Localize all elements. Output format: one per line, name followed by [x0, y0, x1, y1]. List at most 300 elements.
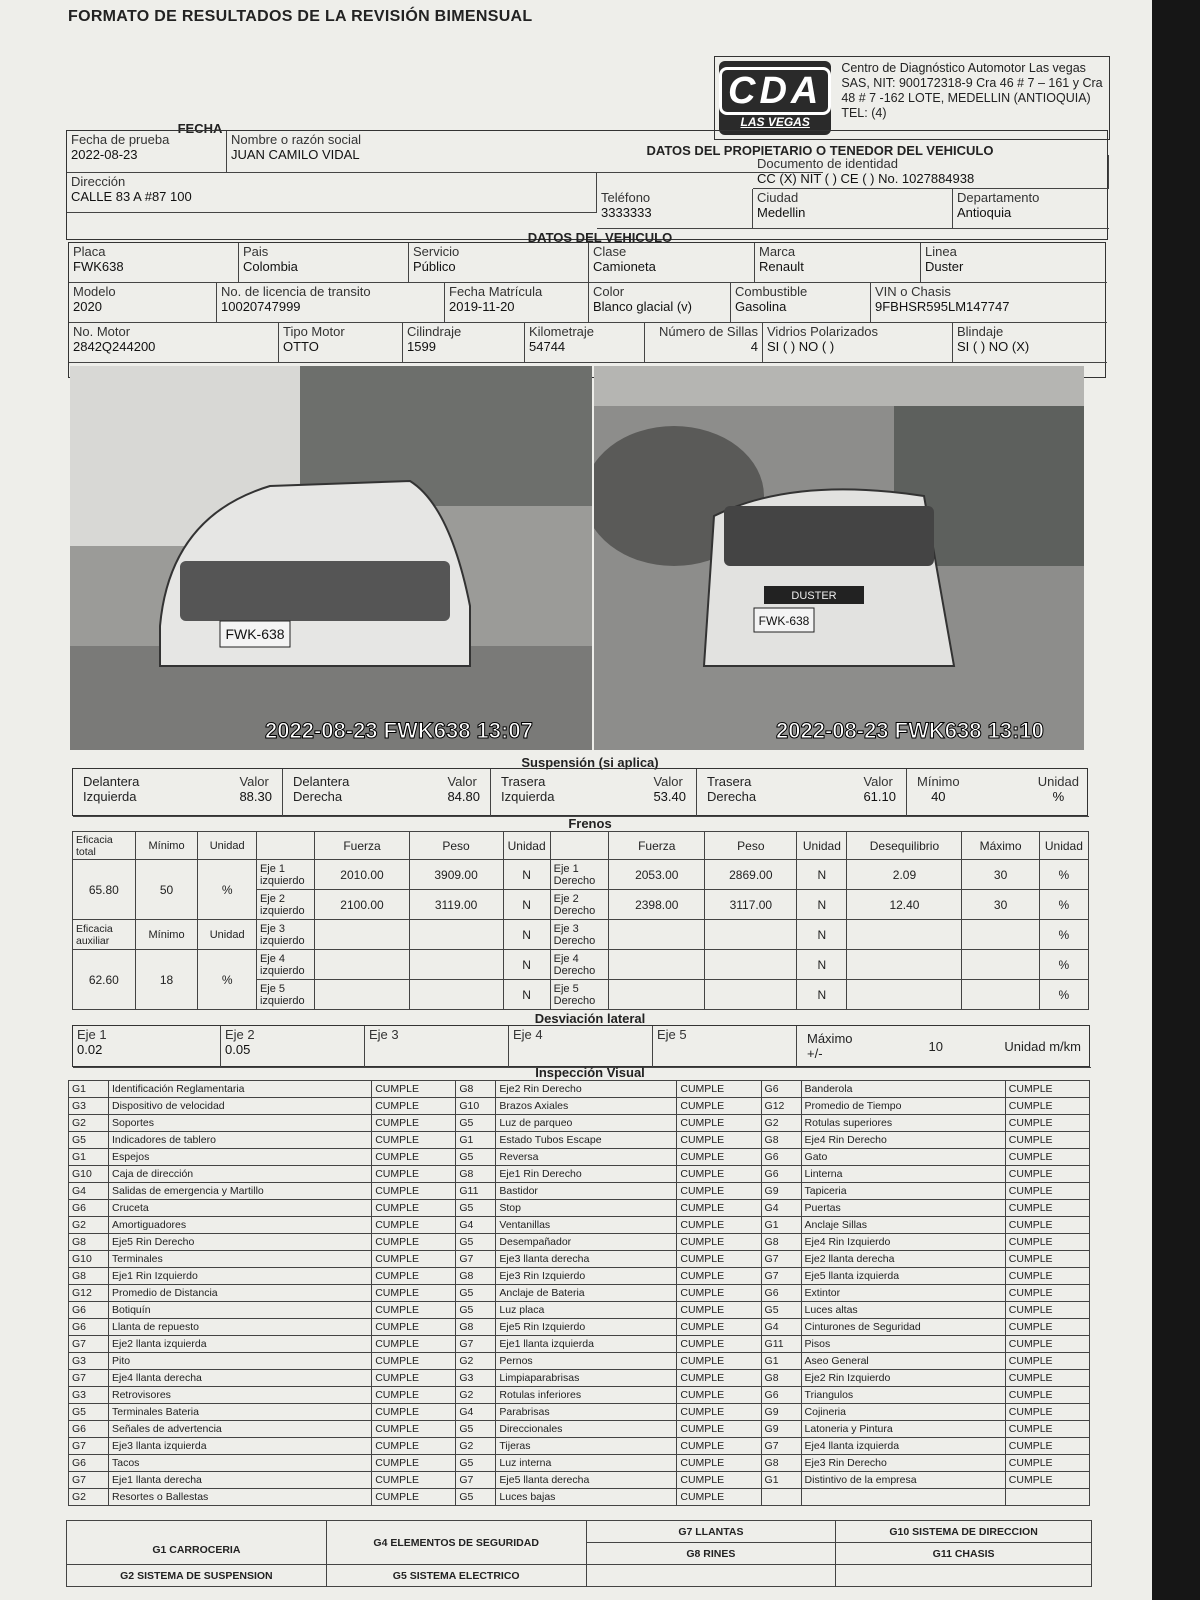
inspection-group-code: G2: [456, 1387, 496, 1404]
eje-izq-label: Eje 4 izquierdo: [256, 950, 315, 980]
inspection-group-code: G1: [761, 1217, 801, 1234]
cda-logo: [719, 61, 831, 135]
peso-izq: 3119.00: [409, 890, 503, 920]
desviacion-eje-4: [509, 1026, 653, 1068]
inspection-item-name: Eje1 Rin Izquierdo: [109, 1268, 372, 1285]
inspection-item-name: Tapiceria: [801, 1183, 1005, 1200]
inspection-item-name: Anclaje de Bateria: [496, 1285, 677, 1302]
eje-label: Eje 1: [77, 1027, 107, 1042]
tipo-motor-cell: [279, 323, 403, 363]
inspection-group-code: G11: [761, 1336, 801, 1353]
inspection-item-result: CUMPLE: [372, 1353, 456, 1370]
inspection-item-result: CUMPLE: [677, 1200, 761, 1217]
inspection-item-result: CUMPLE: [372, 1132, 456, 1149]
ciudad-label: Ciudad: [757, 190, 799, 205]
inspection-item-result: CUMPLE: [372, 1421, 456, 1438]
desequilibrio-value: [847, 980, 962, 1010]
inspection-item-name: Linterna: [801, 1166, 1005, 1183]
combustible-cell: [731, 283, 871, 323]
inspection-group-code: G2: [456, 1438, 496, 1455]
inspection-group-code: G7: [761, 1251, 801, 1268]
placa-value: FWK638: [73, 259, 124, 274]
inspection-row: [69, 1404, 1090, 1421]
inspection-group-code: G12: [69, 1285, 109, 1302]
min-header: Mínimo: [135, 832, 198, 860]
ciudad-value: Medellin: [757, 205, 806, 220]
legend-g4: G4 ELEMENTOS DE SEGURIDAD: [326, 1521, 586, 1565]
inspection-item-result: CUMPLE: [677, 1336, 761, 1353]
inspection-group-code: G3: [69, 1387, 109, 1404]
inspection-item-result: CUMPLE: [372, 1268, 456, 1285]
inspection-group-code: G8: [69, 1234, 109, 1251]
inspection-item-name: Tijeras: [496, 1438, 677, 1455]
inspection-group-code: G7: [456, 1472, 496, 1489]
inspection-item-name: Eje3 Rin Derecho: [801, 1455, 1005, 1472]
inspection-row: [69, 1421, 1090, 1438]
peso-der: 2869.00: [705, 860, 797, 890]
direccion-value: CALLE 83 A #87 100: [71, 189, 192, 204]
inspection-item-result: CUMPLE: [677, 1387, 761, 1404]
eje-label: Eje 3: [369, 1027, 399, 1042]
aux-min-header: Mínimo: [135, 920, 198, 950]
vidrios-label: Vidrios Polarizados: [767, 324, 879, 339]
inspection-row: [69, 1285, 1090, 1302]
eje-label: Eje 4: [513, 1027, 543, 1042]
inspection-group-code: G6: [69, 1200, 109, 1217]
inspection-item-name: Anclaje Sillas: [801, 1217, 1005, 1234]
inspection-group-code: G8: [761, 1132, 801, 1149]
susp-value-group: [653, 774, 686, 804]
inspection-item-name: Pito: [109, 1353, 372, 1370]
inspection-group-code: G6: [761, 1081, 801, 1098]
inspection-item-result: CUMPLE: [677, 1268, 761, 1285]
clase-label: Clase: [593, 244, 627, 259]
inspection-item-name: Tacos: [109, 1455, 372, 1472]
inspection-group-code: G1: [456, 1132, 496, 1149]
inspection-row: [69, 1472, 1090, 1489]
cda-header: [714, 56, 1110, 140]
desequilibrio-value: [847, 950, 962, 980]
inspection-group-code: G8: [456, 1166, 496, 1183]
inspection-row: [69, 1098, 1090, 1115]
inspection-item-result: CUMPLE: [1005, 1166, 1089, 1183]
inspection-item-name: Promedio de Tiempo: [801, 1098, 1005, 1115]
inspection-group-code: G11: [456, 1183, 496, 1200]
susp-trasera-izq: [491, 769, 697, 817]
telefono-cell: [597, 189, 753, 229]
aux-unit-header: Unidad: [198, 920, 257, 950]
legend-g5: G5 SISTEMA ELECTRICO: [326, 1565, 586, 1587]
inspection-row: [69, 1353, 1090, 1370]
inspection-group-code: G4: [761, 1319, 801, 1336]
cda-logo-text: CDA: [719, 67, 831, 115]
peso-izq-header: Peso: [409, 832, 503, 860]
inspection-item-result: CUMPLE: [1005, 1217, 1089, 1234]
inspection-item-result: CUMPLE: [372, 1319, 456, 1336]
fuerza-izq: [315, 950, 409, 980]
fuerza-izq: [315, 980, 409, 1010]
inspection-item-result: CUMPLE: [677, 1217, 761, 1234]
inspection-item-result: CUMPLE: [1005, 1370, 1089, 1387]
peso-izq: 3909.00: [409, 860, 503, 890]
inspection-group-code: G7: [456, 1336, 496, 1353]
owner-section-title: DATOS DEL PROPIETARIO O TENEDOR DEL VEHICULO: [646, 143, 994, 158]
inspection-item-name: Eje2 llanta izquierda: [109, 1336, 372, 1353]
legend-g1: G1 CARROCERIA: [67, 1521, 327, 1565]
peso-der: 3117.00: [705, 890, 797, 920]
frenos-row-1: [73, 860, 1089, 890]
departamento-label: Departamento: [957, 190, 1040, 205]
nombre-label: Nombre o razón social: [231, 132, 362, 147]
inspection-item-result: CUMPLE: [677, 1149, 761, 1166]
inspection-group-code: G1: [69, 1149, 109, 1166]
pais-cell: [239, 243, 409, 283]
inspection-row: [69, 1166, 1090, 1183]
inspection-row: [69, 1183, 1090, 1200]
susp-value: 61.10: [863, 789, 896, 804]
rear-photo-timestamp: 2022-08-23 FWK638 13:10: [776, 718, 1044, 743]
susp-label: Delantera Derecha: [293, 774, 350, 804]
unidad-izq-header: Unidad: [503, 832, 550, 860]
eficacia-aux-min: 18: [135, 950, 198, 1010]
inspection-item-result: CUMPLE: [677, 1166, 761, 1183]
inspection-group-code: G1: [761, 1472, 801, 1489]
inspection-group-code: G9: [761, 1183, 801, 1200]
duster-badge-text: DUSTER: [791, 590, 837, 602]
inspection-item-result: CUMPLE: [1005, 1285, 1089, 1302]
inspection-group-code: G4: [761, 1200, 801, 1217]
inspection-item-name: Amortiguadores: [109, 1217, 372, 1234]
inspection-item-result: CUMPLE: [372, 1404, 456, 1421]
maximo-header: Máximo: [962, 832, 1039, 860]
inspection-item-result: CUMPLE: [1005, 1404, 1089, 1421]
blindaje-cell: [953, 323, 1107, 363]
unit-value: %: [1039, 890, 1088, 920]
kilometraje-cell: [525, 323, 645, 363]
susp-value-group: [239, 774, 272, 804]
peso-izq: [409, 980, 503, 1010]
unit-value: %: [1039, 920, 1088, 950]
inspection-row: [69, 1438, 1090, 1455]
susp-value-label: Valor: [863, 774, 893, 789]
front-plate-text: FWK-638: [225, 626, 285, 642]
inspection-row: [69, 1370, 1090, 1387]
inspection-item-result: CUMPLE: [677, 1438, 761, 1455]
vidrios-cell: [763, 323, 953, 363]
fuerza-der: 2398.00: [609, 890, 705, 920]
inspection-item-name: Luces bajas: [496, 1489, 677, 1506]
inspection-row: [69, 1251, 1090, 1268]
licencia-value: 10020747999: [221, 299, 301, 314]
inspection-item-result: CUMPLE: [372, 1234, 456, 1251]
eje-label: Eje 5: [657, 1027, 687, 1042]
inspection-item-name: Promedio de Distancia: [109, 1285, 372, 1302]
desequilibrio-value: 12.40: [847, 890, 962, 920]
matricula-cell: [445, 283, 589, 323]
inspection-group-code: G5: [456, 1200, 496, 1217]
eje-value: 0.02: [77, 1042, 103, 1057]
desviacion-grid: [72, 1025, 1090, 1067]
unit-izq: N: [503, 860, 550, 890]
legend-g2: G2 SISTEMA DE SUSPENSION: [67, 1565, 327, 1587]
unit-value: %: [1039, 860, 1088, 890]
inspection-group-code: G4: [456, 1217, 496, 1234]
inspection-group-code: G5: [69, 1404, 109, 1421]
sillas-label: Número de Sillas: [659, 324, 758, 339]
peso-der: [705, 920, 797, 950]
inspection-item-result: CUMPLE: [372, 1336, 456, 1353]
inspection-row: [69, 1268, 1090, 1285]
documento-value: CC (X) NIT ( ) CE ( ) No. 1027884938: [757, 171, 975, 186]
susp-value-group: [863, 774, 896, 804]
clase-value: Camioneta: [593, 259, 656, 274]
eficacia-total-unit: %: [198, 860, 257, 920]
fuerza-izq: 2010.00: [315, 860, 409, 890]
unit-value: %: [1039, 980, 1088, 1010]
inspection-row: [69, 1319, 1090, 1336]
combustible-value: Gasolina: [735, 299, 787, 314]
inspection-group-code: G8: [456, 1319, 496, 1336]
inspection-item-result: CUMPLE: [677, 1370, 761, 1387]
inspection-item-name: Soportes: [109, 1115, 372, 1132]
eje-der-label: Eje 4 Derecho: [550, 950, 609, 980]
desequilibrio-value: 2.09: [847, 860, 962, 890]
inspection-item-result: CUMPLE: [1005, 1149, 1089, 1166]
inspection-item-result: CUMPLE: [372, 1098, 456, 1115]
inspection-item-result: CUMPLE: [1005, 1268, 1089, 1285]
background-edge: [1150, 0, 1200, 1600]
inspection-item-result: CUMPLE: [1005, 1302, 1089, 1319]
tipo-motor-label: Tipo Motor: [283, 324, 345, 339]
inspection-group-code: G8: [456, 1268, 496, 1285]
inspection-item-name: Caja de dirección: [109, 1166, 372, 1183]
inspection-group-code: G8: [761, 1234, 801, 1251]
inspection-group-code: G3: [69, 1353, 109, 1370]
inspection-item-name: Reversa: [496, 1149, 677, 1166]
susp-min-group: [917, 774, 960, 804]
susp-label: Delantera Izquierda: [83, 774, 140, 804]
pais-value: Colombia: [243, 259, 298, 274]
inspection-item-result: CUMPLE: [677, 1234, 761, 1251]
inspection-row: [69, 1132, 1090, 1149]
inspection-item-name: Eje4 Rin Izquierdo: [801, 1234, 1005, 1251]
inspection-item-result: CUMPLE: [677, 1251, 761, 1268]
inspection-item-name: Terminales: [109, 1251, 372, 1268]
inspection-item-result: CUMPLE: [372, 1251, 456, 1268]
licencia-label: No. de licencia de transito: [221, 284, 371, 299]
susp-value: 88.30: [239, 789, 272, 804]
inspection-row: [69, 1200, 1090, 1217]
peso-der: [705, 950, 797, 980]
maximo-value: [962, 980, 1039, 1010]
inspection-group-code: G4: [69, 1183, 109, 1200]
servicio-cell: [409, 243, 589, 283]
inspection-row: [69, 1455, 1090, 1472]
eficacia-aux-value: 62.60: [73, 950, 136, 1010]
legend-row-3: [67, 1565, 1092, 1587]
frenos-row-3: [73, 920, 1089, 950]
eje-value: 0.05: [225, 1042, 251, 1057]
front-photo-timestamp: 2022-08-23 FWK638 13:07: [265, 718, 533, 743]
inspection-item-result: CUMPLE: [372, 1149, 456, 1166]
telefono-label: Teléfono: [601, 190, 651, 205]
inspection-group-code: G5: [69, 1132, 109, 1149]
unit-izq: N: [503, 920, 550, 950]
susp-value-label: Valor: [447, 774, 477, 789]
inspection-group-code: G10: [456, 1098, 496, 1115]
documento-cell: [753, 155, 1109, 189]
inspection-row: [69, 1149, 1090, 1166]
eficacia-aux-unit: %: [198, 950, 257, 1010]
inspection-item-result: CUMPLE: [677, 1115, 761, 1132]
inspection-item-name: Extintor: [801, 1285, 1005, 1302]
unit-izq: N: [503, 890, 550, 920]
inspection-row: [69, 1302, 1090, 1319]
inspection-item-result: CUMPLE: [1005, 1081, 1089, 1098]
suspension-title: Suspensión (si aplica): [521, 755, 659, 770]
inspection-item-result: CUMPLE: [677, 1285, 761, 1302]
frenos-row-4: [73, 950, 1089, 980]
inspection-item-result: CUMPLE: [677, 1353, 761, 1370]
peso-der: [705, 980, 797, 1010]
legend-g8: G8 RINES: [586, 1543, 836, 1565]
inspection-row: [69, 1489, 1090, 1506]
legend-g10: G10 SISTEMA DE DIRECCION: [836, 1521, 1092, 1543]
inspection-row: [69, 1234, 1090, 1251]
inspection-row: [69, 1081, 1090, 1098]
unit-der: N: [797, 950, 847, 980]
desviacion-eje-2: [221, 1026, 365, 1068]
fuerza-der: 2053.00: [609, 860, 705, 890]
inspection-group-code: G7: [69, 1472, 109, 1489]
inspection-item-name: Eje5 llanta derecha: [496, 1472, 677, 1489]
inspection-group-code: G5: [456, 1234, 496, 1251]
inspection-item-name: Rotulas superiores: [801, 1115, 1005, 1132]
inspection-group-code: G6: [761, 1285, 801, 1302]
desviacion-eje-1: [73, 1026, 221, 1068]
inspection-item-name: Banderola: [801, 1081, 1005, 1098]
kilometraje-value: 54744: [529, 339, 566, 354]
vidrios-value: SI ( ) NO ( ): [767, 339, 835, 354]
frenos-table: [72, 831, 1089, 1010]
inspection-group-code: G5: [456, 1421, 496, 1438]
inspection-item-name: Cinturones de Seguridad: [801, 1319, 1005, 1336]
eje-izq-label: Eje 1 izquierdo: [256, 860, 315, 890]
eje-der-label: Eje 5 Derecho: [550, 980, 609, 1010]
inspection-group-code: G10: [69, 1251, 109, 1268]
susp-min-label: Mínimo: [917, 774, 960, 789]
inspection-item-name: Retrovisores: [109, 1387, 372, 1404]
unit-value: %: [1039, 950, 1088, 980]
inspection-group-code: G5: [456, 1489, 496, 1506]
inspection-item-name: Eje1 llanta derecha: [109, 1472, 372, 1489]
inspection-item-name: Identificación Reglamentaria: [109, 1081, 372, 1098]
fuerza-izq: 2100.00: [315, 890, 409, 920]
inspection-item-name: Resortes o Ballestas: [109, 1489, 372, 1506]
desviacion-eje-3: [365, 1026, 509, 1068]
inspection-item-result: CUMPLE: [1005, 1336, 1089, 1353]
inspection-item-result: CUMPLE: [677, 1455, 761, 1472]
inspection-item-result: CUMPLE: [372, 1387, 456, 1404]
susp-label: Trasera Derecha: [707, 774, 757, 804]
front-photo-drawing: [70, 366, 592, 750]
fecha-prueba-value: 2022-08-23: [71, 147, 138, 162]
susp-delantera-der: [283, 769, 491, 817]
inspection-item-name: Eje4 llanta derecha: [109, 1370, 372, 1387]
nombre-cell: [227, 131, 823, 173]
fuerza-der: [609, 950, 705, 980]
inspection-item-result: CUMPLE: [1005, 1132, 1089, 1149]
inspection-item-result: CUMPLE: [1005, 1115, 1089, 1132]
fuerza-der-header: Fuerza: [609, 832, 705, 860]
inspection-item-name: [801, 1489, 1005, 1506]
inspection-group-code: G2: [456, 1353, 496, 1370]
unit-izq: N: [503, 950, 550, 980]
inspection-item-name: Latoneria y Pintura: [801, 1421, 1005, 1438]
susp-value: 84.80: [447, 789, 480, 804]
unidad-der-header: Unidad: [797, 832, 847, 860]
inspection-item-name: Limpiaparabrisas: [496, 1370, 677, 1387]
inspection-group-code: G2: [69, 1115, 109, 1132]
inspection-item-result: CUMPLE: [677, 1132, 761, 1149]
inspection-group-code: G7: [69, 1336, 109, 1353]
eficacia-total-min: 50: [135, 860, 198, 920]
direccion-label: Dirección: [71, 174, 126, 189]
servicio-value: Público: [413, 259, 456, 274]
inspection-item-result: CUMPLE: [1005, 1319, 1089, 1336]
inspection-item-name: Rotulas inferiores: [496, 1387, 677, 1404]
desviacion-max-value: 10: [928, 1038, 943, 1054]
motor-label: No. Motor: [73, 324, 131, 339]
inspection-group-code: G7: [69, 1370, 109, 1387]
servicio-label: Servicio: [413, 244, 460, 259]
peso-izq: [409, 950, 503, 980]
inspection-item-name: Eje3 llanta izquierda: [109, 1438, 372, 1455]
fuerza-izq-header: Fuerza: [315, 832, 409, 860]
cilindraje-label: Cilindraje: [407, 324, 462, 339]
modelo-cell: [69, 283, 217, 323]
susp-unit-value: %: [1052, 789, 1065, 804]
inspection-item-result: CUMPLE: [1005, 1421, 1089, 1438]
inspection-group-code: G7: [761, 1268, 801, 1285]
inspection-item-result: CUMPLE: [372, 1166, 456, 1183]
inspection-item-result: CUMPLE: [677, 1319, 761, 1336]
unit-der: N: [797, 920, 847, 950]
inspection-item-name: Eje2 Rin Izquierdo: [801, 1370, 1005, 1387]
marca-label: Marca: [759, 244, 796, 259]
inspection-item-name: Dispositivo de velocidad: [109, 1098, 372, 1115]
color-cell: [589, 283, 731, 323]
inspection-group-code: G8: [69, 1268, 109, 1285]
inspection-item-result: CUMPLE: [372, 1370, 456, 1387]
inspection-item-result: CUMPLE: [1005, 1387, 1089, 1404]
inspection-group-code: G8: [456, 1081, 496, 1098]
inspection-item-result: CUMPLE: [372, 1302, 456, 1319]
inspection-group-code: G6: [69, 1455, 109, 1472]
vin-label: VIN o Chasis: [875, 284, 951, 299]
unidad-header-2: Unidad: [1039, 832, 1088, 860]
inspection-item-result: CUMPLE: [372, 1183, 456, 1200]
susp-delantera-izq: [73, 769, 283, 817]
cilindraje-value: 1599: [407, 339, 436, 354]
suspension-grid: [72, 768, 1088, 816]
eficacia-total-value: 65.80: [73, 860, 136, 920]
matricula-label: Fecha Matrícula: [449, 284, 543, 299]
vin-cell: [871, 283, 1107, 323]
inspection-group-code: G2: [761, 1115, 801, 1132]
desequilibrio-header: Desequilibrio: [847, 832, 962, 860]
inspection-item-result: CUMPLE: [677, 1098, 761, 1115]
